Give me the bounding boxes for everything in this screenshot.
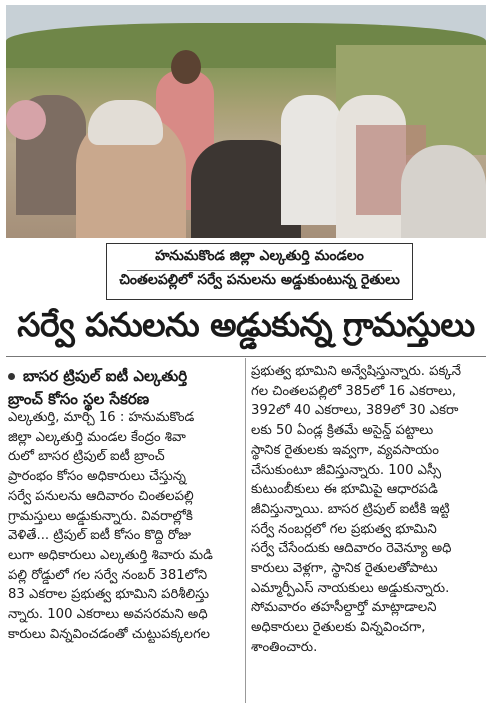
left-column-line: లుగా అధికారులు ఎల్కతుర్తి శివారు మడి	[8, 547, 213, 563]
left-column-line: సర్వే పనులను ఆదివారం చింతలపల్లి	[8, 488, 194, 504]
caption-line-2: చింతలపల్లిలో సర్వే పనులను అడ్డుకుంటున్న రైతులు	[119, 272, 400, 288]
right-column-line: కుటుంబీకులు ఈ భూమిపై ఆధారపడి	[251, 482, 438, 498]
right-column-line: కారులు వెళ్లగా, స్థానిక రైతులతోపాటు	[251, 561, 438, 577]
news-photo	[6, 5, 486, 238]
caption-divider	[127, 270, 392, 271]
left-column-line: కారులు విన్నవించడంతో చుట్టుపక్కలగల	[8, 626, 211, 642]
right-column-line: సోమవారం తహసీల్దార్తో మాట్లాడాలని	[251, 600, 437, 616]
subhead-line-1: బాసర ట్రిపుల్ ఐటీ ఎల్కతుర్తి	[8, 365, 240, 388]
left-column-line: పల్లి రోడ్డులో గల సర్వే నంబర్ 381లోని	[8, 567, 208, 583]
right-column-line: జీవిస్తున్నాయి. బాసర ట్రిపుల్ ఐటీకి ఇట్టి	[251, 501, 450, 517]
right-column-line: ఎమ్మార్పీఎస్ నాయకులు అడ్డుకున్నారు.	[251, 580, 450, 596]
right-column-line: అధికారులు రైతులకు విన్నవించగా,	[251, 620, 426, 636]
right-column-line: 392లో 40 ఎకరాలు, 389లో 30 ఎకరా	[251, 403, 459, 419]
caption-line-1: హనుమకొండ జిల్లా ఎల్కతుర్తి మండలం	[155, 248, 364, 264]
right-column-line: సర్వే నంబర్లలో గల ప్రభుత్వ భూమిని	[251, 521, 437, 537]
left-column-line: వెళితే... ట్రిపుల్ ఐటీ కోసం కొద్ది రోజు	[8, 528, 192, 544]
left-column-line: న్నారు. 100 ఎకరాలు అవసరమని అధి	[8, 607, 208, 623]
left-column-line: 83 ఎకరాల ప్రభుత్వ భూమిని పరిశీలిస్తు	[8, 587, 210, 603]
right-column	[251, 362, 485, 658]
headline-divider	[6, 356, 486, 357]
left-column-line: ప్రారంభం కోసం అధికారులు చేస్తున్న	[8, 469, 186, 485]
left-column	[8, 408, 240, 644]
left-column-line: ఎల్కతుర్తి, మార్చి 16 : హనుమకొండ	[8, 410, 195, 425]
left-column-line: రులో బాసర ట్రిపుల్ ఐటీ బ్రాంచ్	[8, 449, 165, 465]
right-column-line: లకు 50 ఏండ్ల క్రితమే అసైన్డ్ పట్టాలు	[251, 423, 434, 439]
right-column-line: ప్రభుత్వ భూమిని అన్వేషిస్తున్నారు. పక్కనే	[251, 364, 462, 379]
right-column-line: శాంతించారు.	[251, 639, 318, 655]
subhead-line-2: బ్రాంచ్ కోసం స్థల సేకరణ	[8, 390, 150, 408]
left-column-line: గ్రామస్తులు అడ్డుకున్నారు. వివరాల్లోకి	[8, 508, 193, 524]
bullet-icon	[8, 373, 15, 380]
left-column-line: జిల్లా ఎల్కతుర్తి మండల కేంద్రం శివా	[8, 429, 186, 445]
right-column-line: గల చింతలపల్లిలో 385లో 16 ఎకరాలు,	[251, 383, 457, 399]
right-column-line: చేసుకుంటూ జీవిస్తున్నారు. 100 ఎస్సీ	[251, 462, 442, 478]
right-column-line: సర్వే చేసేందుకు ఆదివారం రెవెన్యూ అధి	[251, 541, 452, 557]
column-divider	[245, 358, 246, 703]
right-column-line: స్థానిక రైతులకు ఇవ్వగా, వ్యవసాయం	[251, 442, 439, 458]
photo-caption	[106, 243, 413, 300]
article-subhead	[8, 365, 240, 411]
article-headline: సర్వే పనులను అడ్డుకున్న గ్రామస్తులు	[17, 305, 475, 344]
